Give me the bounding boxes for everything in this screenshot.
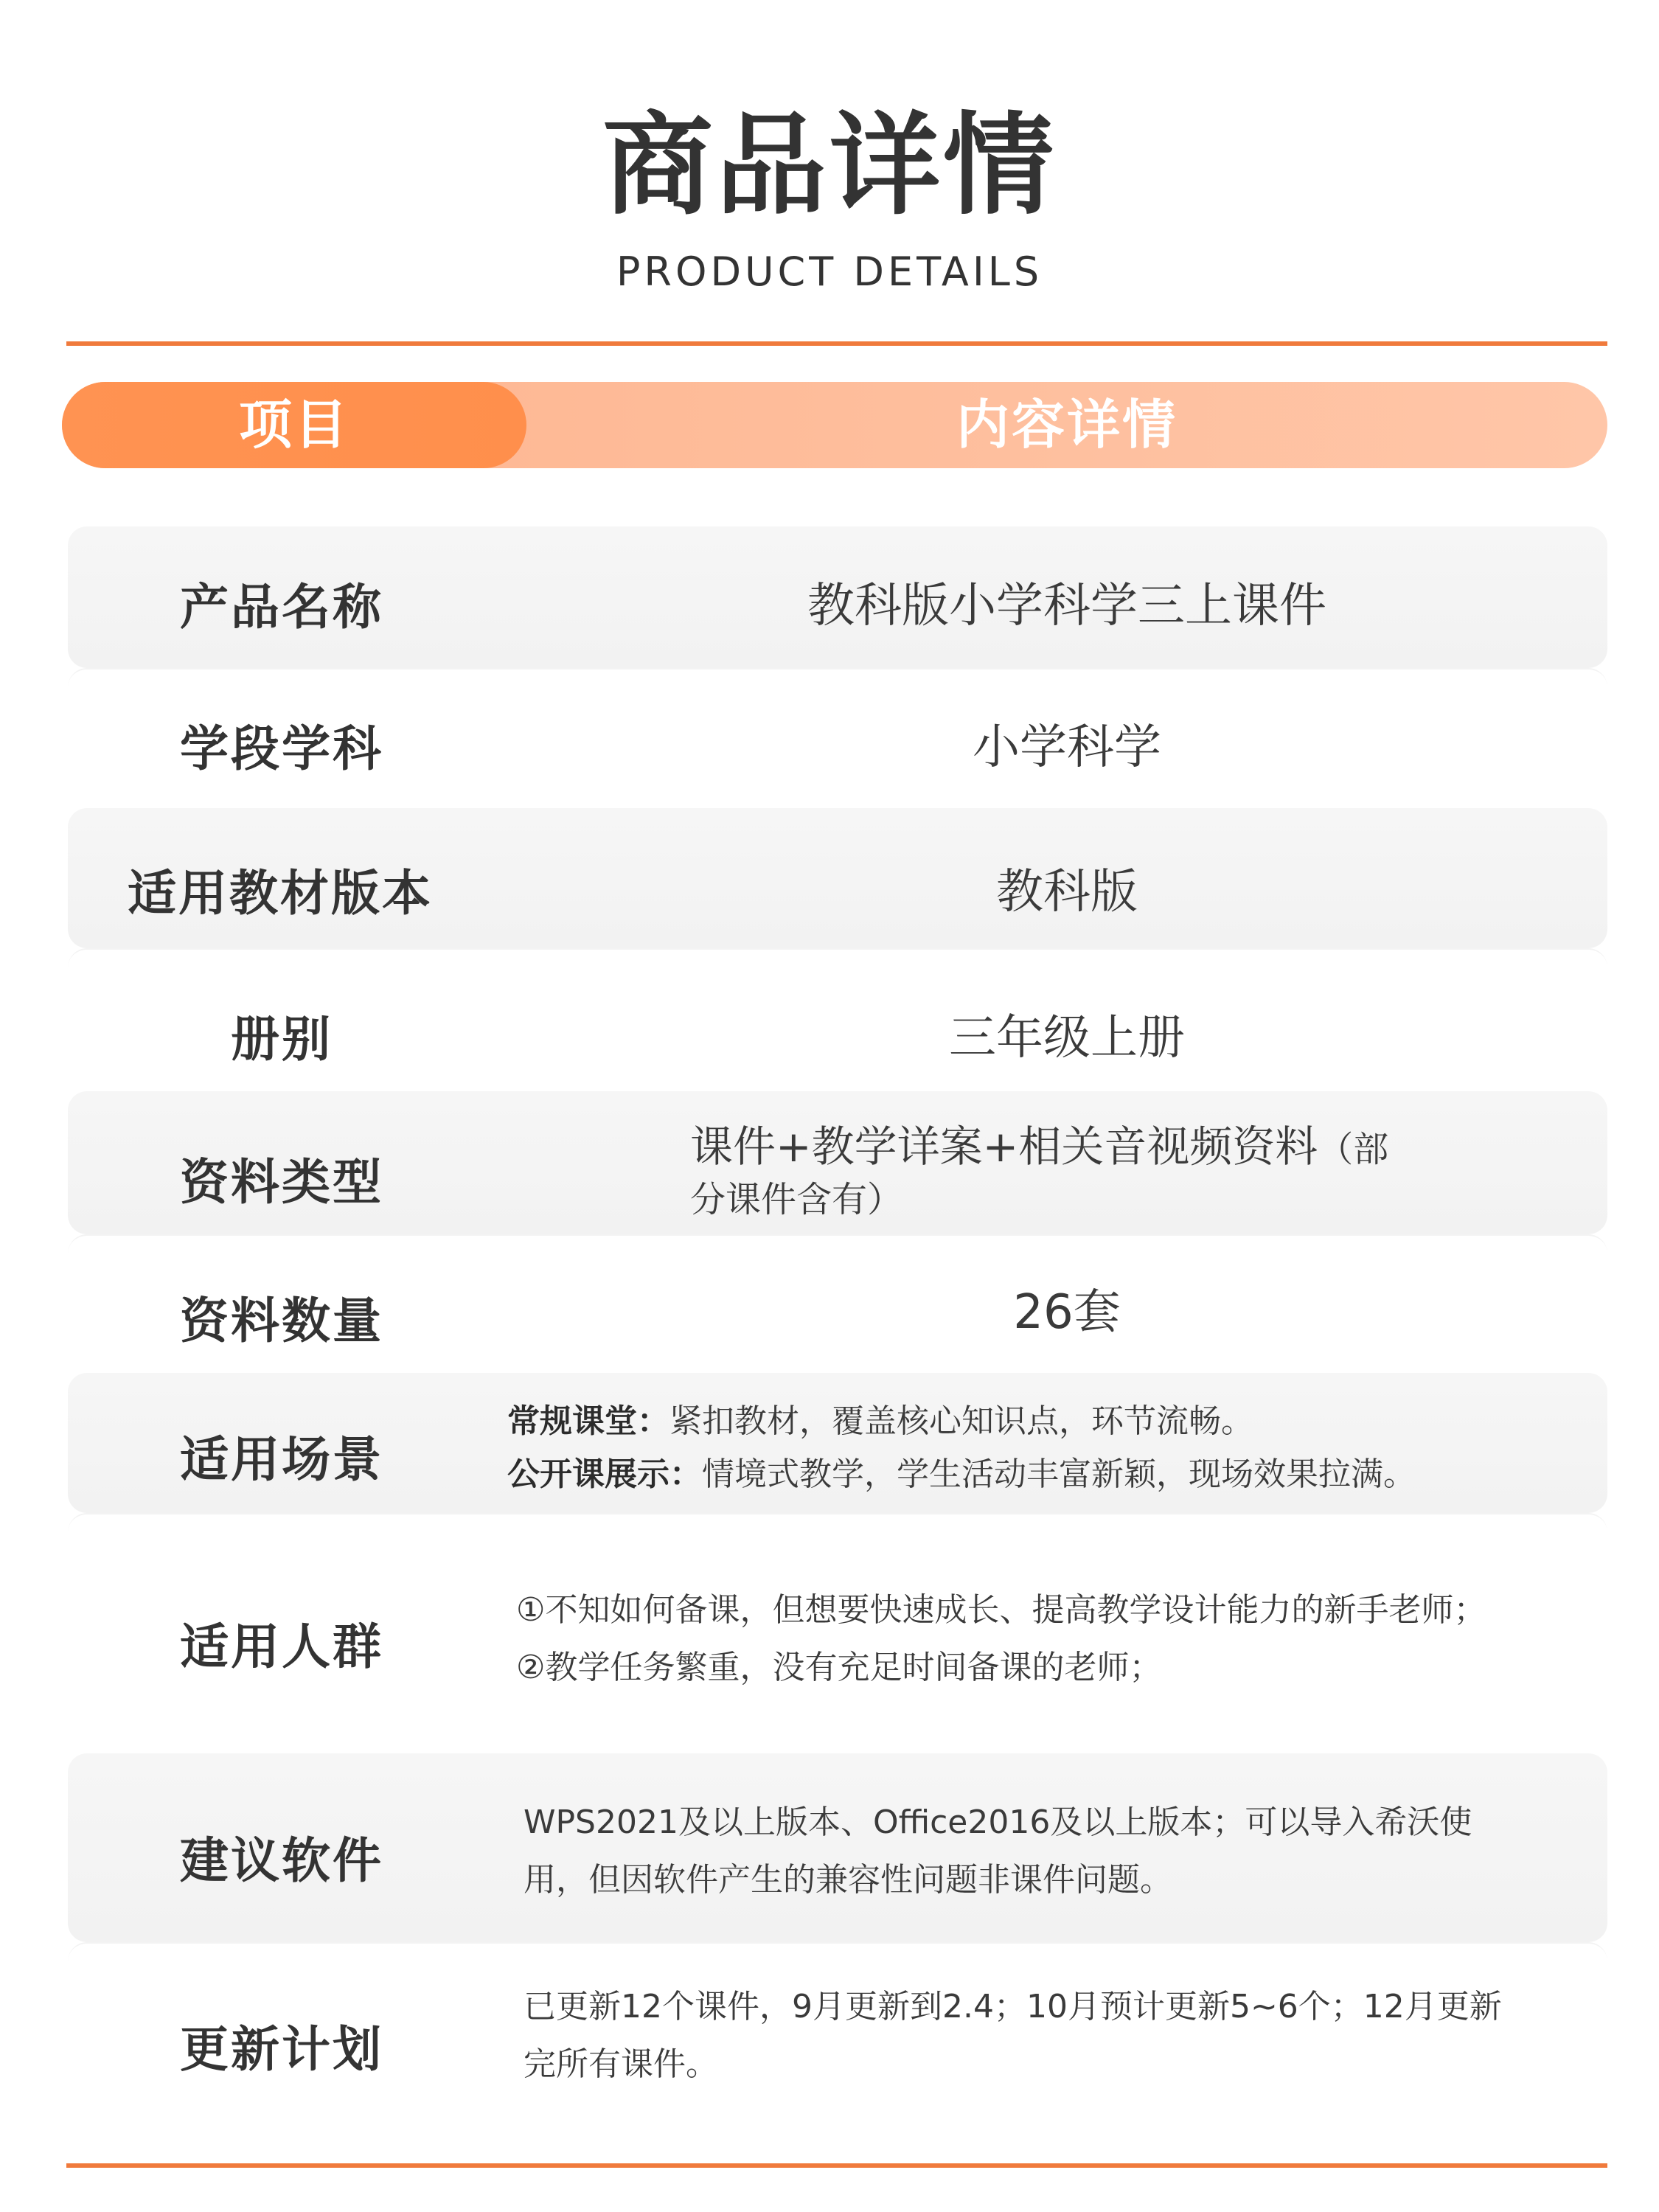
update-plan-line-1: 已更新12个课件，9月更新到2.4；10月预计更新5~6个；12月更新 (524, 1988, 1502, 2025)
row-label: 建议软件 (180, 1832, 383, 1889)
software-line-2: 用，但因软件产生的兼容性问题非课件问题。 (524, 1861, 1172, 1899)
scenario-line-1 (507, 1394, 1253, 1450)
scenario-line-2-text: 情境式教学，学生活动丰富新颖，现场效果拉满。 (702, 1455, 1416, 1493)
material-type-main: 课件+教学详案+相关音视频资料 (690, 1121, 1318, 1172)
row-label: 资料类型 (180, 1154, 383, 1211)
row-label: 适用教材版本 (128, 865, 433, 922)
header-col-item: 项目 (238, 394, 349, 456)
scenario-line-1-bold: 常规课堂： (507, 1402, 669, 1440)
row-label: 产品名称 (180, 579, 383, 636)
row-label: 更新计划 (180, 2021, 383, 2078)
row-value: 教科版小学科学三上课件 (807, 579, 1326, 633)
row-label: 册别 (231, 1011, 333, 1068)
material-type-note-b: 分课件含有） (690, 1179, 903, 1220)
target-users-line-1: ①不知如何备课，但想要快速成长、提高教学设计能力的新手老师； (516, 1591, 1486, 1629)
page-subtitle: PRODUCT DETAILS (616, 248, 1043, 295)
row-label: 适用人群 (180, 1618, 383, 1675)
row-value: 小学科学 (973, 720, 1161, 775)
target-users-line-2: ②教学任务繁重，没有充足时间备课的老师； (516, 1649, 1162, 1686)
page-title: 商品详情 (602, 102, 1057, 230)
row-label: 资料数量 (180, 1293, 383, 1349)
row-value: 三年级上册 (949, 1011, 1185, 1065)
update-plan-line-2: 完所有课件。 (524, 2045, 718, 2083)
software-line-1: WPS2021及以上版本、Office2016及以上版本；可以导入希沃使 (524, 1804, 1472, 1841)
scenario-line-2-bold: 公开课展示： (507, 1455, 702, 1493)
top-divider (66, 341, 1607, 346)
scenario-line-2 (507, 1447, 1416, 1503)
header-col-details: 内容详情 (956, 394, 1178, 456)
scenario-line-1-text: 紧扣教材，覆盖核心知识点，环节流畅。 (669, 1402, 1253, 1440)
material-type-note-a: （部 (1318, 1129, 1389, 1170)
row-value: 教科版 (996, 865, 1138, 919)
bottom-divider (66, 2163, 1607, 2168)
row-label: 学段学科 (180, 720, 383, 777)
row-label: 适用场景 (180, 1431, 383, 1488)
row-value (690, 1112, 1388, 1174)
row-value: 26套 (1013, 1285, 1121, 1340)
